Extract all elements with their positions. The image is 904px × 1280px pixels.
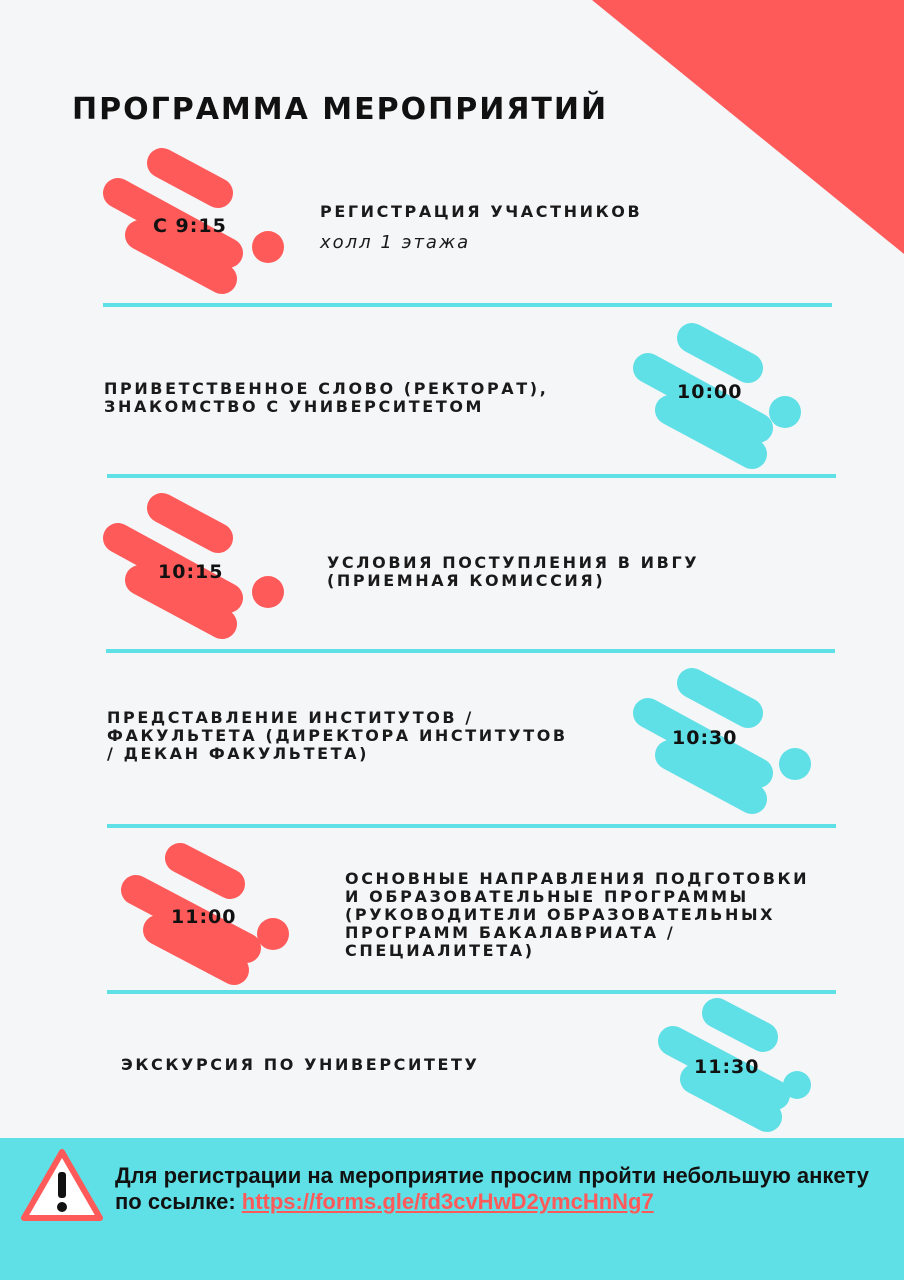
registration-text: Для регистрации на мероприятие просим пройти небольшую анкету по ссылке: — [115, 1163, 869, 1214]
warning-icon — [20, 1148, 104, 1222]
event-title: РЕГИСТРАЦИЯ УЧАСТНИКОВ — [320, 202, 643, 221]
time-label: 11:00 — [171, 906, 237, 928]
divider — [106, 649, 835, 653]
time-label: 11:30 — [694, 1056, 760, 1078]
time-label: 10:00 — [677, 381, 743, 403]
registration-note — [115, 1163, 885, 1215]
event-title: ОСНОВНЫЕ НАПРАВЛЕНИЯ ПОДГОТОВКИ И ОБРАЗОВАТЕЛЬНЫЕ ПРОГРАММЫ (РУКОВОДИТЕЛИ ОБРАЗОВАТЕЛЬНЫХ ПРОГРАММ БАКАЛАВРИАТА / СПЕЦИАЛИТЕТА) — [345, 869, 810, 960]
divider — [107, 990, 836, 994]
divider — [107, 474, 836, 478]
registration-link[interactable]: https://forms.gle/fd3cvHwD2ymcHnNg7 — [241, 1189, 654, 1214]
divider — [103, 303, 832, 307]
time-label: 10:15 — [158, 561, 224, 583]
event-title: ЭКСКУРСИЯ ПО УНИВЕРСИТЕТУ — [121, 1055, 480, 1074]
page-title: ПРОГРАММА МЕРОПРИЯТИЙ — [72, 92, 609, 127]
event-title: ПРИВЕТСТВЕННОЕ СЛОВО (РЕКТОРАТ), ЗНАКОМСТВО С УНИВЕРСИТЕТОМ — [104, 379, 549, 416]
divider — [107, 824, 836, 828]
time-label: С 9:15 — [153, 215, 227, 237]
event-title: УСЛОВИЯ ПОСТУПЛЕНИЯ В ИВГУ (ПРИЕМНАЯ КОМИССИЯ) — [327, 553, 700, 590]
event-title: ПРЕДСТАВЛЕНИЕ ИНСТИТУТОВ / ФАКУЛЬТЕТА (ДИРЕКТОРА ИНСТИТУТОВ / ДЕКАН ФАКУЛЬТЕТА) — [107, 708, 568, 763]
time-label: 10:30 — [672, 727, 738, 749]
event-location: холл 1 этажа — [320, 232, 471, 253]
